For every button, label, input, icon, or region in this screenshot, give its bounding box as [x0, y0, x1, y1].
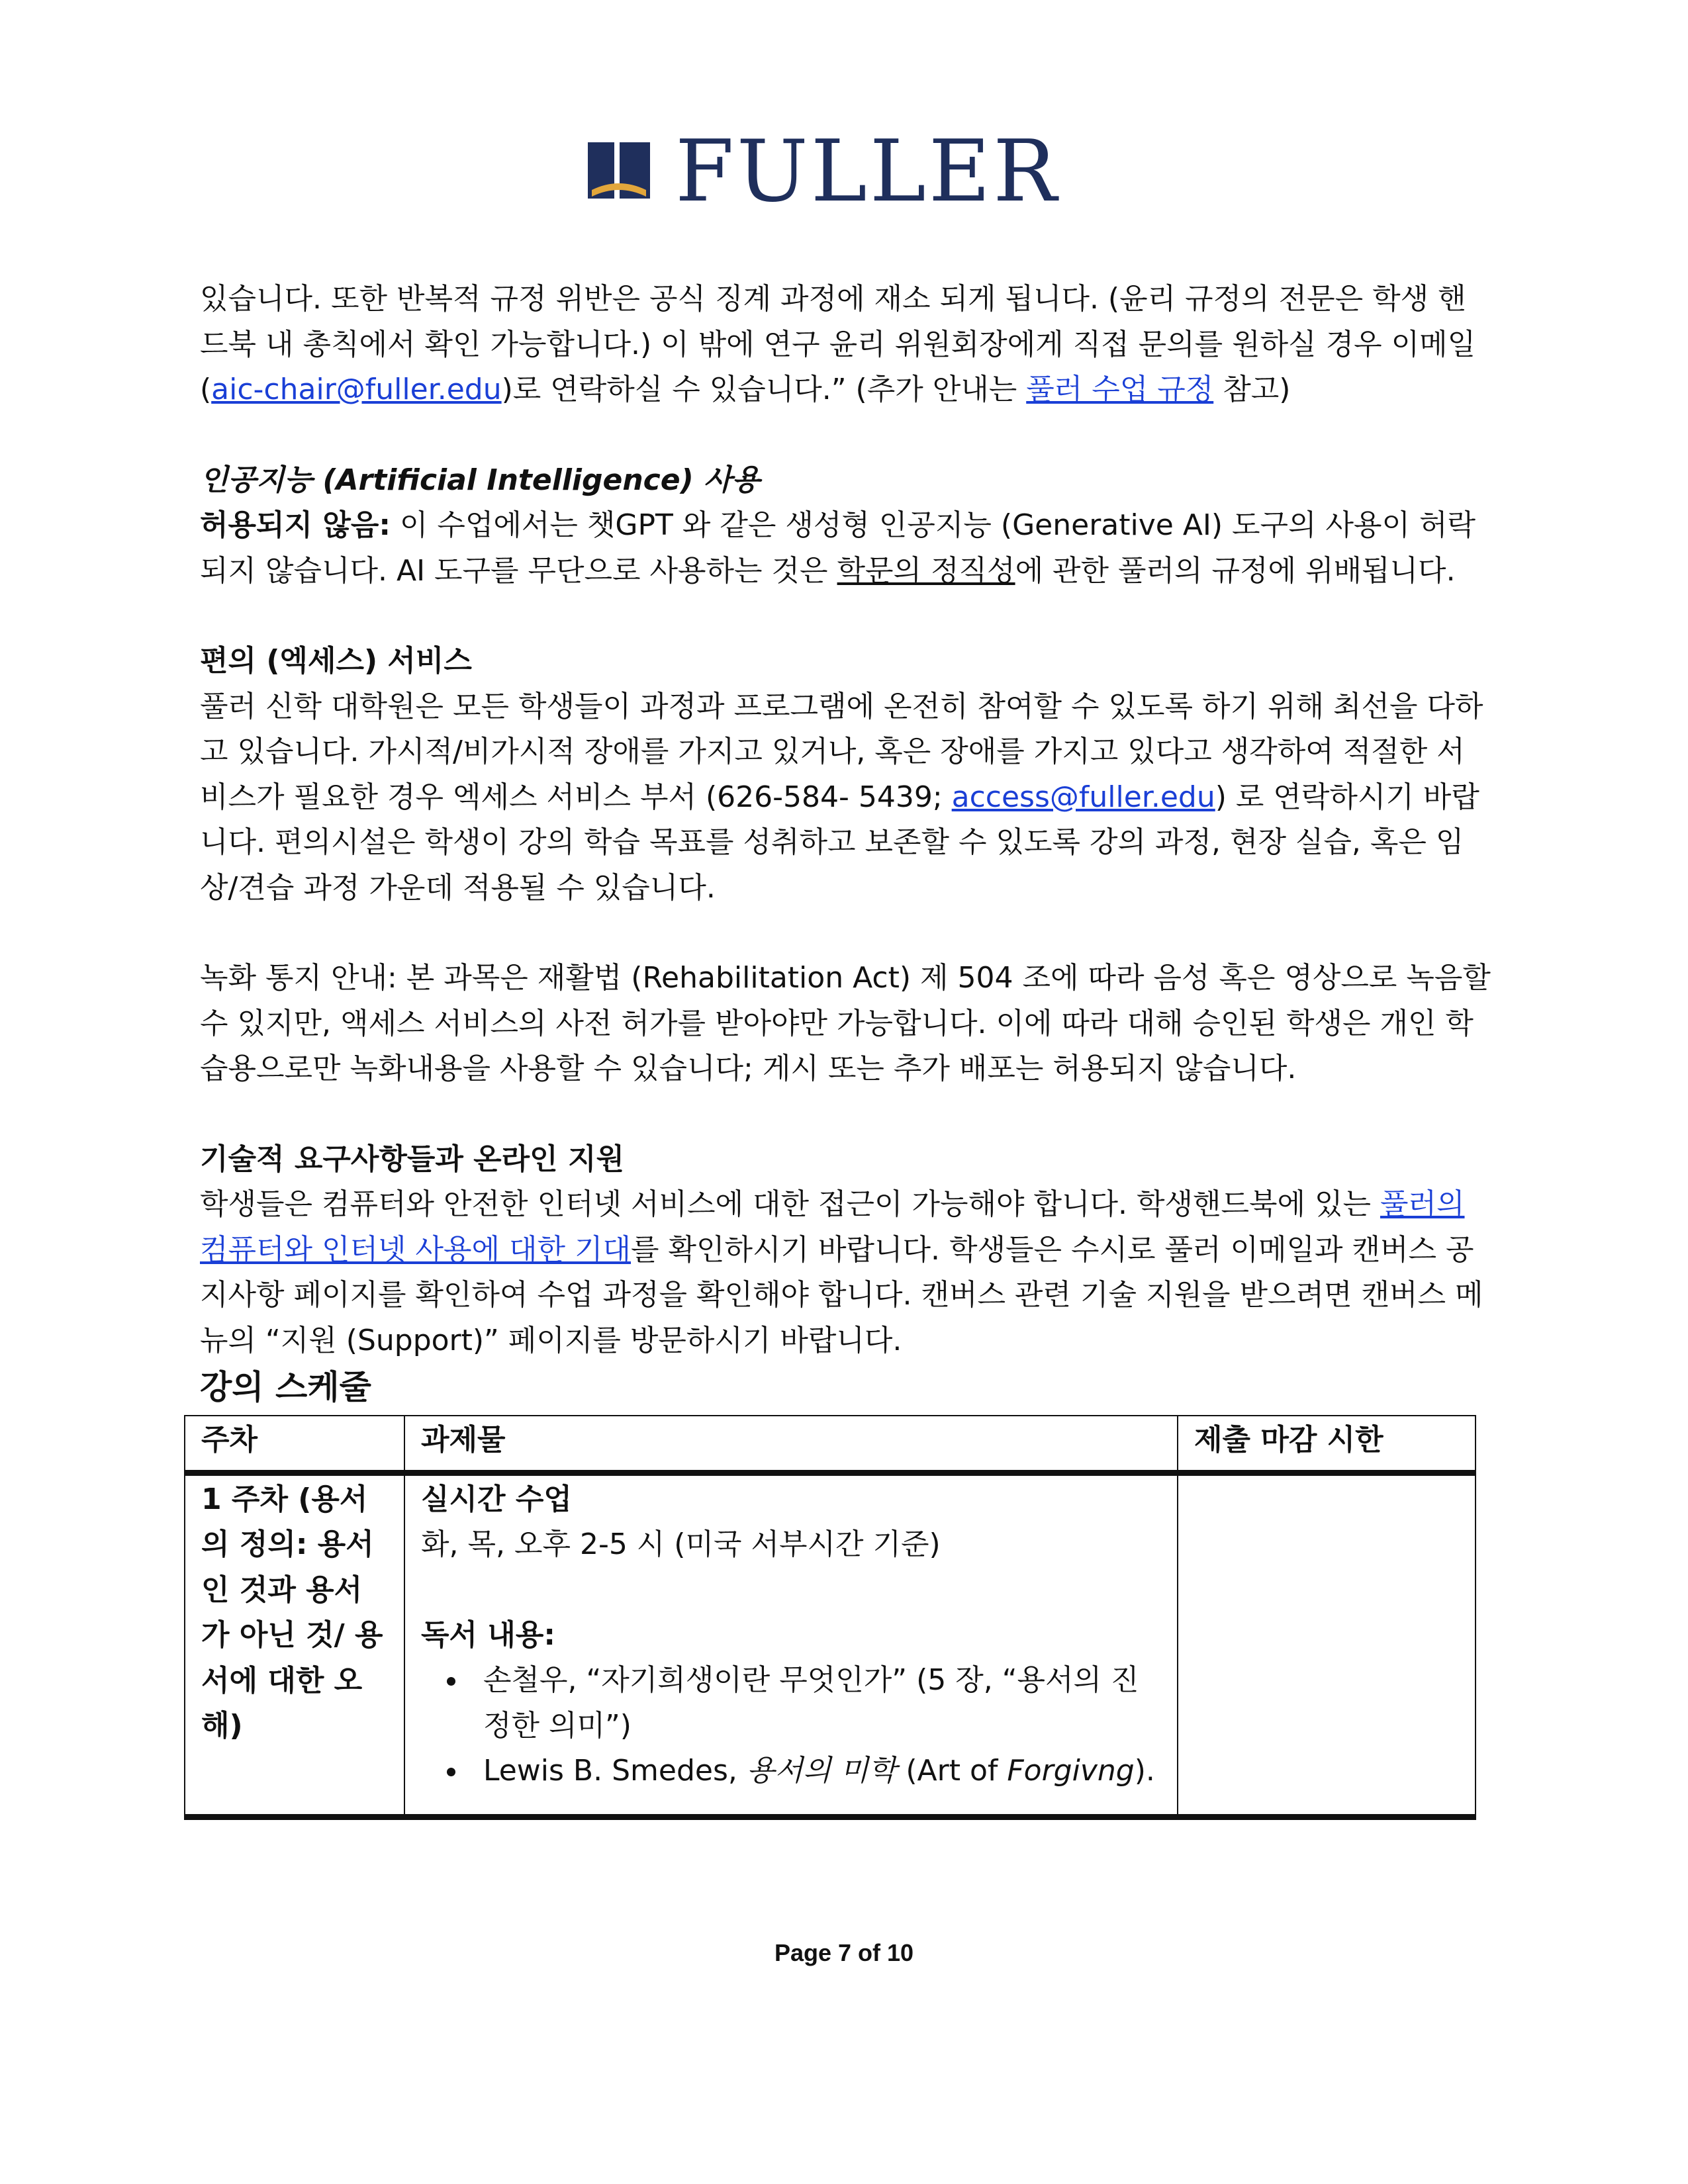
header-assignment: 과제물	[404, 1416, 1178, 1473]
fuller-logo-mark-icon	[583, 136, 655, 208]
fuller-logo	[583, 122, 1112, 221]
ethics-paragraph: 있습니다. 또한 반복적 규정 위반은 공식 징계 과정에 재소 되게 됩니다. (윤리 규정의 전문은 학생 핸드북 내 총칙에서 확인 가능합니다.) 이 밖에 연구 윤리 위원회장에게 직접 문의를 원하실 경우 이메일 (aic-chair@fuller.edu)로 연락하실 수 있습니다.” (추가 안내는 풀러 수업 규정 참고)	[200, 282, 1476, 406]
tech-paragraph: 학생들은 컴퓨터와 안전한 인터넷 서비스에 대한 접근이 가능해야 합니다. 학생핸드북에 있는 풀러의 컴퓨터와 인터넷 사용에 대한 기대를 확인하시기 바랍니다. 학생들은 수시로 풀러 이메일과 캔버스 공지사항 페이지를 확인하여 수업 과정을 확인해야 합니다. 캔버스 관련 기술 지원을 받으려면 캔버스 메뉴의 “지원 (Support)” 페이지를 방문하시기 바랍니다.	[200, 1187, 1483, 1357]
table-header-row	[185, 1416, 1476, 1473]
ai-label: 허용되지 않음:	[200, 508, 391, 542]
ai-heading: 인공지능 (Artificial Intelligence) 사용	[200, 463, 761, 497]
ai-paragraph: 허용되지 않음: 이 수업에서는 챗GPT 와 같은 생성형 인공지능 (Generative AI) 도구의 사용이 허락되지 않습니다. AI 도구를 무단으로 사용하는 것은 학문의 정직성에 관한 풀러의 규정에 위배됩니다.	[200, 508, 1476, 588]
week-1-assignments	[404, 1473, 1178, 1817]
computer-expectations-link[interactable]: 풀러의 컴퓨터와 인터넷 사용에 대한 기대	[200, 1187, 1465, 1267]
access-heading: 편의 (엑세스) 서비스	[200, 644, 472, 678]
list-item: • Lewis B. Smedes, 용서의 미학 (Art of Forgivng).	[469, 1749, 1161, 1794]
list-item: • 손철우, “자기희생이란 무엇인가” (5 장, “용서의 진정한 의미”)	[469, 1658, 1161, 1749]
access-paragraph: 풀러 신학 대학원은 모든 학생들이 과정과 프로그램에 온전히 참여할 수 있도록 하기 위해 최선을 다하고 있습니다. 가시적/비가시적 장애를 가지고 있거나, 혹은 장애를 가지고 있다고 생각하여 적절한 서비스가 필요한 경우 엑세스 서비스 부서 (626-584- 5439; access@fuller.edu) 로 연락하시기 바랍니다. 편의시설은 학생이 강의 학습 목표를 성취하고 보존할 수 있도록 강의 과정, 현장 실습, 혹은 임상/견습 과정 가운데 적용될 수 있습니다.	[200, 689, 1483, 905]
week-1-due	[1178, 1473, 1476, 1817]
access-email-link[interactable]: access@fuller.edu	[951, 780, 1215, 814]
reading-heading: 독서 내용:	[421, 1617, 555, 1652]
logo-wordmark: FULLER	[675, 122, 1060, 221]
document-body	[200, 277, 1491, 1820]
header-week: 주차	[185, 1416, 404, 1473]
table-row	[185, 1473, 1476, 1817]
schedule-table	[184, 1415, 1476, 1820]
live-class-time: 화, 목, 오후 2-5 시 (미국 서부시간 기준)	[421, 1527, 941, 1561]
policy-link[interactable]: 풀러 수업 규정	[1026, 373, 1214, 406]
header-due: 제출 마감 시한	[1178, 1416, 1476, 1473]
live-class-heading: 실시간 수업	[421, 1482, 572, 1516]
ethics-email-link[interactable]: aic-chair@fuller.edu	[211, 373, 502, 406]
tech-heading: 기술적 요구사항들과 온라인 지원	[200, 1142, 625, 1176]
schedule-title: 강의 스케줄	[200, 1368, 371, 1406]
week-1-label: 1 주차 (용서의 정의: 용서인 것과 용서가 아닌 것/ 용서에 대한 오해)	[185, 1473, 404, 1817]
page-number: Page 7 of 10	[774, 1939, 914, 1966]
recording-paragraph: 녹화 통지 안내: 본 과목은 재활법 (Rehabilitation Act) 제 504 조에 따라 음성 혹은 영상으로 녹음할 수 있지만, 액세스 서비스의 사전 허가를 받아야만 가능합니다. 이에 따라 대해 승인된 학생은 개인 학습용으로만 녹화내용을 사용할 수 있습니다; 게시 또는 추가 배포는 허용되지 않습니다.	[200, 961, 1491, 1085]
academic-integrity-text: 학문의 정직성	[837, 553, 1015, 588]
reading-list	[421, 1658, 1161, 1794]
